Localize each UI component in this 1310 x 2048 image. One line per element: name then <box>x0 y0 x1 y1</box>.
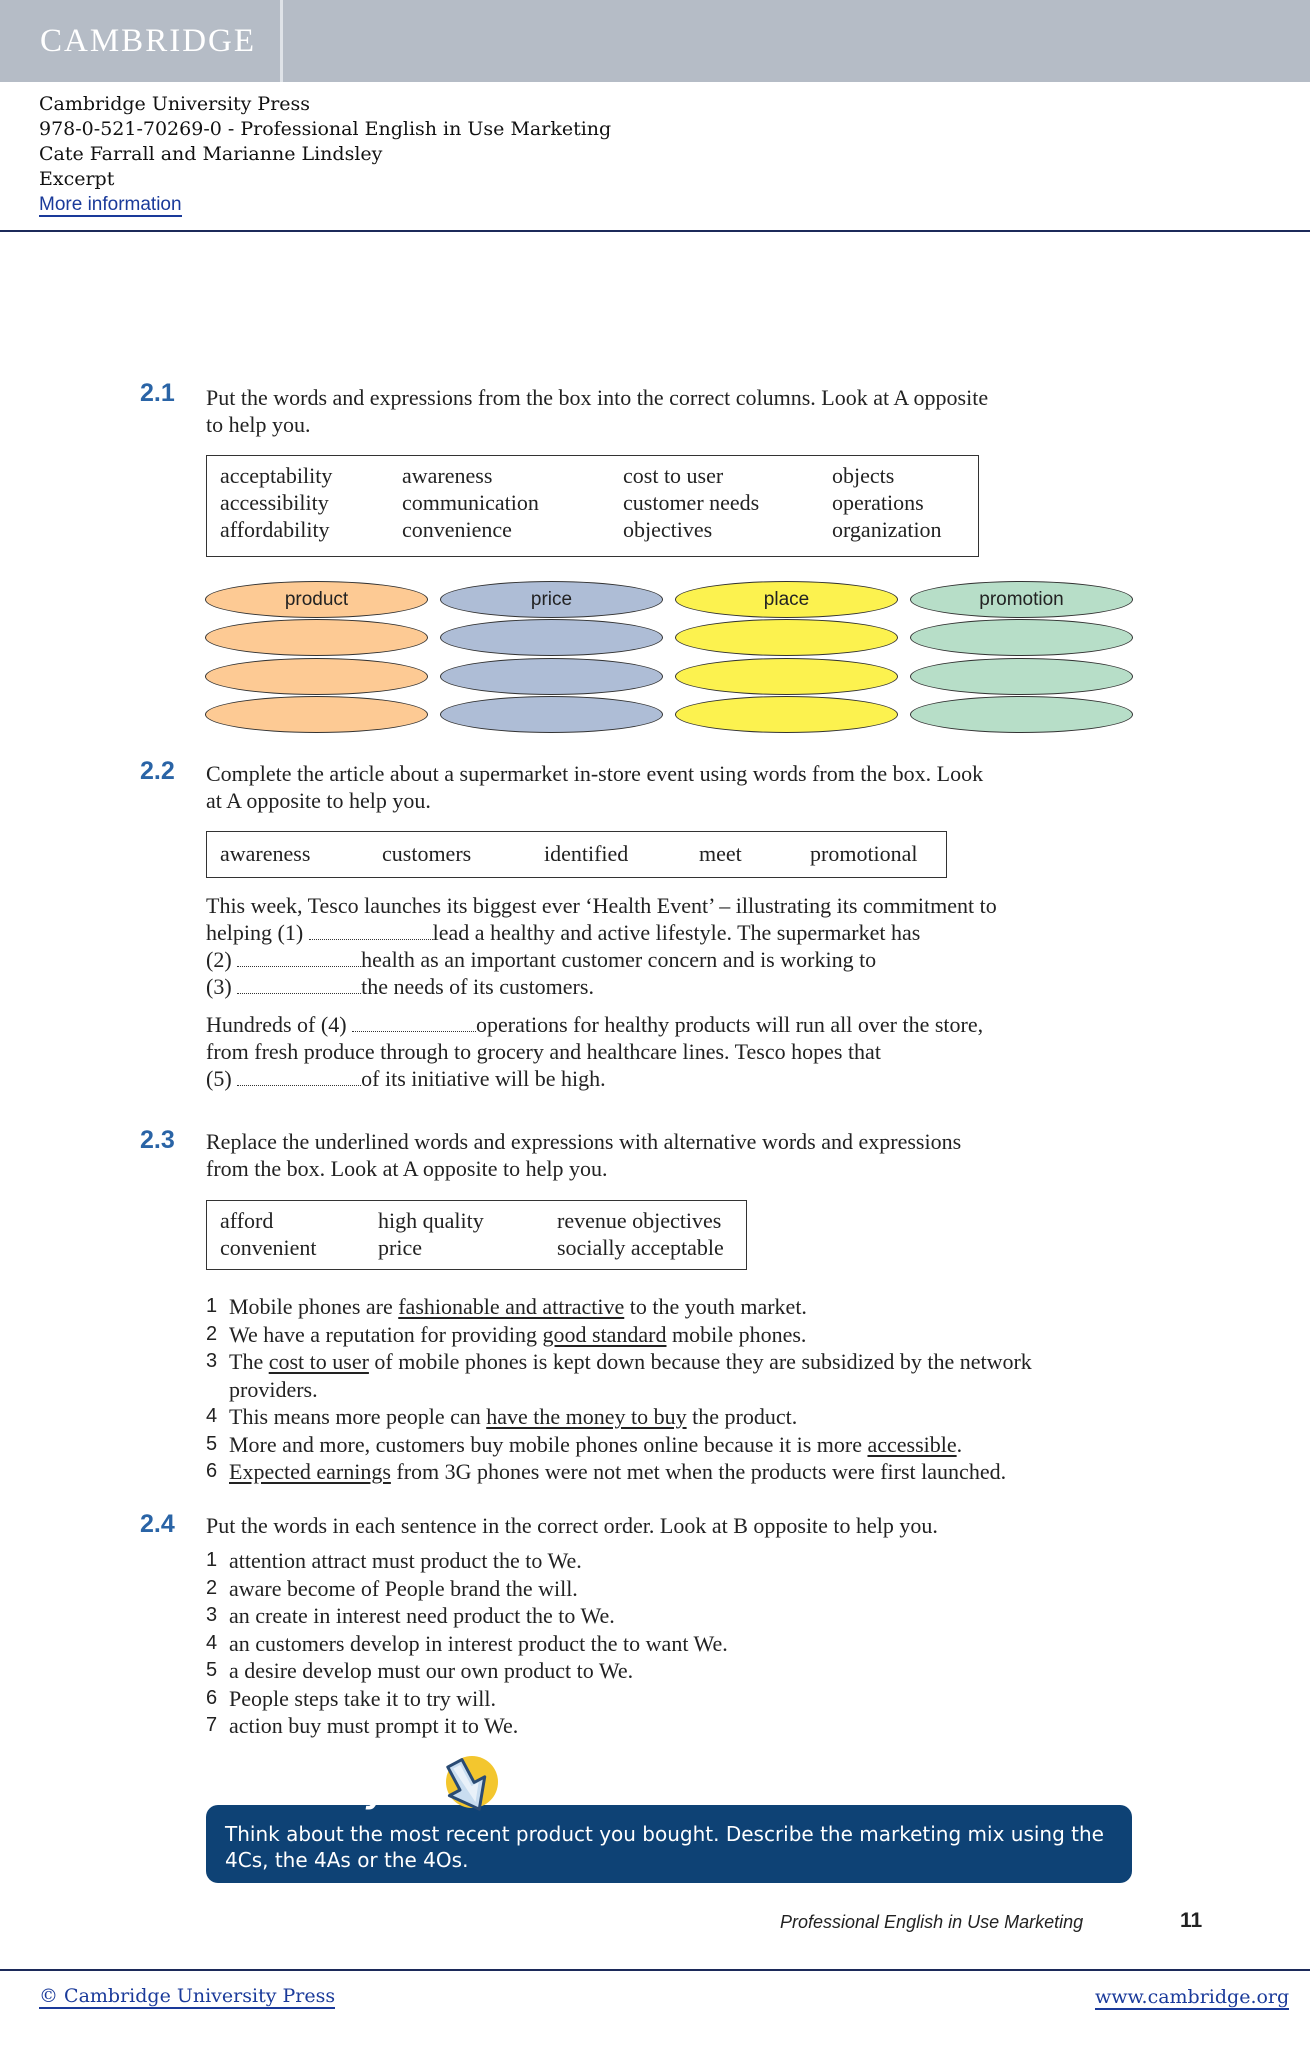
list-item <box>206 1630 1126 1658</box>
item-number: 5 <box>206 1659 218 1681</box>
exercise-instruction: Put the words in each sentence in the correct order. Look at B opposite to help you. <box>206 1513 938 1538</box>
item-text: We have a reputation for providing good standard mobile phones. <box>229 1321 807 1347</box>
item-number: 3 <box>206 1604 218 1626</box>
underlined-phrase: accessible <box>867 1431 957 1457</box>
item-text: action buy must prompt it to We. <box>229 1713 519 1738</box>
answer-blank[interactable] <box>309 921 433 940</box>
word-column: acceptability accessibility affordability <box>220 463 333 542</box>
list-item <box>206 1657 1126 1685</box>
item-number: 2 <box>206 1322 218 1345</box>
item-number: 2 <box>206 1576 218 1599</box>
underlined-phrase: have the money to buy <box>486 1404 687 1429</box>
arrow-down-icon <box>432 1752 504 1824</box>
item-number: 1 <box>206 1295 218 1317</box>
column-header-place: place <box>675 581 898 618</box>
list-item <box>206 1293 1126 1321</box>
list-item <box>206 1321 1126 1349</box>
answer-slot-promotion[interactable] <box>910 619 1133 656</box>
item-text: providers. <box>229 1376 318 1402</box>
box-word: identified <box>544 841 629 866</box>
list-item <box>206 1458 1126 1486</box>
list-item <box>206 1431 1126 1459</box>
answer-blank[interactable] <box>352 1013 476 1032</box>
publication-info <box>39 92 611 217</box>
item-number: 3 <box>206 1350 218 1372</box>
answer-slot-product[interactable] <box>205 619 428 656</box>
box-word: promotional <box>810 841 918 866</box>
word-box <box>206 1200 747 1270</box>
list-item <box>206 1403 1126 1431</box>
item-number: 5 <box>206 1432 218 1455</box>
word-column: objects operations organization <box>832 463 942 542</box>
word-column: high quality price <box>378 1208 484 1260</box>
footer-divider <box>0 1969 1310 1971</box>
list-item <box>206 1547 1126 1575</box>
column-header-price: price <box>440 581 663 618</box>
item-text: an customers develop in interest product the to want We. <box>229 1630 728 1656</box>
answer-blank[interactable] <box>237 948 361 967</box>
word-column: afford convenient <box>220 1208 317 1260</box>
item-text: Mobile phones are fashionable and attractive to the youth market. <box>229 1294 807 1319</box>
answer-blank[interactable] <box>237 1067 361 1086</box>
item-number: 4 <box>206 1631 218 1654</box>
word-column: cost to user customer needs objectives <box>623 463 760 542</box>
list-item <box>206 1712 1126 1740</box>
word-box <box>206 831 947 878</box>
list-item <box>206 1685 1126 1713</box>
item-number: 4 <box>206 1405 218 1427</box>
item-text: The cost to user of mobile phones is kept down because they are subsidized by the network <box>229 1349 1032 1374</box>
excerpt-label: Excerpt <box>39 168 115 190</box>
answer-blank[interactable] <box>237 975 361 994</box>
item-number: 7 <box>206 1714 218 1736</box>
item-text: This means more people can have the money to buy the product. <box>229 1404 798 1429</box>
article-paragraph-1: This week, Tesco launches its biggest ever ‘Health Event’ – illustrating its commitment to helping (1) lead a healthy and active lifestyle. The supermarket has (2) health as an important customer concern and is working to (3) the needs of its customers. <box>206 893 997 999</box>
item-number: 6 <box>206 1686 218 1709</box>
exercise-number: 2.3 <box>140 1126 175 1154</box>
over-to-you-title: Over to you <box>225 1775 430 1811</box>
underlined-phrase: Expected earnings <box>229 1459 391 1484</box>
answer-slot-price[interactable] <box>440 696 663 733</box>
word-box <box>206 455 979 557</box>
list-item <box>206 1575 1126 1603</box>
box-word: meet <box>699 841 742 866</box>
list-item <box>206 1602 1126 1630</box>
underlined-phrase: fashionable and attractive <box>398 1294 625 1319</box>
header-divider <box>0 230 1310 232</box>
underlined-phrase: good standard <box>542 1321 667 1347</box>
book-title-footer: Professional English in Use Marketing <box>780 1912 1084 1932</box>
item-text: attention attract must product the to We. <box>229 1548 582 1573</box>
item-number: 1 <box>206 1549 218 1571</box>
answer-slot-place[interactable] <box>675 696 898 733</box>
list-item <box>206 1348 1126 1376</box>
column-header-promotion: promotion <box>910 581 1133 618</box>
answer-slot-price[interactable] <box>440 658 663 695</box>
answer-slot-product[interactable] <box>205 658 428 695</box>
item-number: 6 <box>206 1460 218 1482</box>
list-item <box>206 1376 1126 1404</box>
item-text: Expected earnings from 3G phones were not met when the products were first launched. <box>229 1459 1007 1484</box>
exercise-number: 2.4 <box>140 1510 175 1538</box>
more-information-link[interactable]: More information <box>39 194 182 215</box>
item-number <box>206 1376 229 1404</box>
answer-slot-price[interactable] <box>440 619 663 656</box>
authors: Cate Farrall and Marianne Lindsley <box>39 143 383 165</box>
answer-slot-promotion[interactable] <box>910 658 1133 695</box>
answer-slot-place[interactable] <box>675 619 898 656</box>
word-column: revenue objectives socially acceptable <box>557 1208 724 1260</box>
underlined-phrase: cost to user <box>268 1349 369 1374</box>
website-link[interactable]: www.cambridge.org <box>1095 1986 1290 2008</box>
exercise-instruction: Complete the article about a supermarket in-store event using words from the box. Look at A opposite to help you. <box>206 761 984 813</box>
copyright-link[interactable]: © Cambridge University Press <box>39 1985 336 2007</box>
exercise-number: 2.1 <box>140 379 175 407</box>
answer-slot-place[interactable] <box>675 658 898 695</box>
item-text: People steps take it to try will. <box>229 1685 497 1711</box>
item-text: an create in interest need product the to We. <box>229 1603 615 1628</box>
exercise-instruction: Put the words and expressions from the box into the correct columns. Look at A opposite to help you. <box>206 385 989 437</box>
item-text: More and more, customers buy mobile phones online because it is more accessible. <box>229 1431 963 1457</box>
article-paragraph-2: Hundreds of (4) operations for healthy products will run all over the store, from fresh produce through to grocery and healthcare lines. Tesco hopes that (5) of its initiative will be high. <box>206 1012 984 1091</box>
publisher: Cambridge University Press <box>39 93 311 115</box>
answer-slot-promotion[interactable] <box>910 696 1133 733</box>
isbn-title: 978-0-521-70269-0 - Professional English in Use Marketing <box>39 118 612 140</box>
box-word: customers <box>382 841 472 866</box>
answer-slot-product[interactable] <box>205 696 428 733</box>
cambridge-logo: CAMBRIDGE <box>0 0 283 82</box>
sentence-list <box>206 1547 1126 1740</box>
exercise-instruction: Replace the underlined words and expressions with alternative words and expressions from the box. Look at A opposite to help you. <box>206 1129 962 1181</box>
box-word: awareness <box>220 841 311 866</box>
item-text: a desire develop must our own product to We. <box>229 1658 634 1683</box>
sentence-list <box>206 1293 1126 1486</box>
over-to-you-text: Think about the most recent product you bought. Describe the marketing mix using the 4Cs, the 4As or the 4Os. <box>225 1822 1104 1872</box>
exercise-number: 2.2 <box>140 757 175 785</box>
item-text: aware become of People brand the will. <box>229 1575 578 1601</box>
page-number: 11 <box>1180 1909 1203 1932</box>
word-column: awareness communication convenience <box>402 463 539 542</box>
column-header-product: product <box>205 581 428 618</box>
